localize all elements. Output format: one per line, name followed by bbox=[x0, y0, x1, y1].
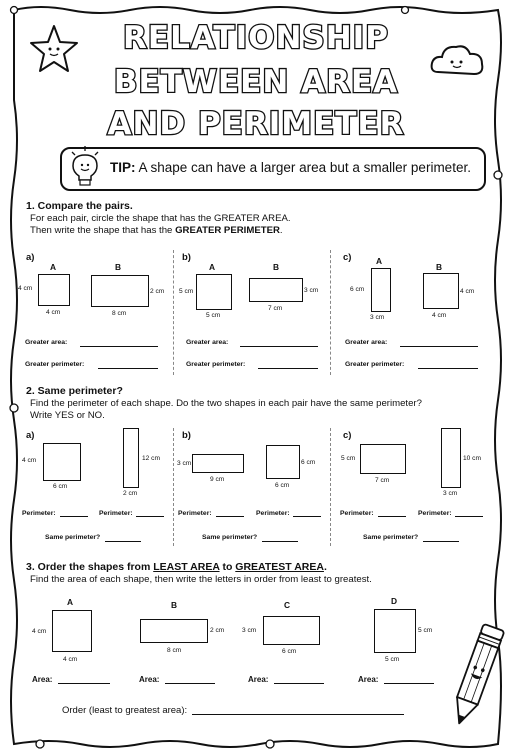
dimension-label: 6 cm bbox=[282, 648, 297, 655]
perimeter-label: Perimeter: bbox=[178, 510, 212, 517]
dimension-label: 10 cm bbox=[463, 455, 481, 462]
section-1-instruction-2: Then write the shape that has the GREATER PERIMETER. bbox=[30, 225, 283, 236]
greater-area-label: Greater area: bbox=[25, 339, 68, 346]
answer-line[interactable] bbox=[418, 368, 478, 369]
rectangle-shape bbox=[140, 619, 208, 643]
shape-b-label: B bbox=[115, 262, 122, 272]
dimension-label: 7 cm bbox=[268, 305, 283, 312]
greater-perimeter-label: Greater perimeter: bbox=[186, 361, 246, 368]
title-line-2: BETWEEN AREA bbox=[113, 64, 399, 100]
area-label: Area: bbox=[358, 675, 379, 684]
section-3-title: 3. Order the shapes from LEAST AREA to GREATEST AREA. bbox=[26, 561, 327, 573]
title-line-1: RELATIONSHIP bbox=[123, 20, 389, 56]
answer-line[interactable] bbox=[105, 541, 141, 542]
shape-a-label: A bbox=[50, 262, 57, 272]
dimension-label: 6 cm bbox=[53, 483, 68, 490]
greater-area-label: Greater area: bbox=[186, 339, 229, 346]
dimension-label: 4 cm bbox=[432, 312, 447, 319]
answer-line[interactable] bbox=[455, 516, 483, 517]
square-shape bbox=[52, 610, 92, 652]
shape-a-label: A bbox=[67, 597, 74, 607]
shape-a-label: A bbox=[376, 256, 383, 266]
rectangle-shape bbox=[249, 278, 303, 302]
greater-perimeter-label: Greater perimeter: bbox=[345, 361, 405, 368]
dimension-label: 5 cm bbox=[206, 312, 221, 319]
answer-line[interactable] bbox=[384, 683, 434, 684]
divider bbox=[330, 428, 331, 546]
dimension-label: 4 cm bbox=[46, 309, 61, 316]
answer-line[interactable] bbox=[423, 541, 459, 542]
lightbulb-icon bbox=[66, 144, 104, 188]
dimension-label: 5 cm bbox=[385, 656, 400, 663]
same-perimeter-label: Same perimeter? bbox=[202, 534, 258, 541]
dimension-label: 4 cm bbox=[63, 656, 78, 663]
order-answer-line[interactable] bbox=[192, 714, 404, 715]
answer-line[interactable] bbox=[240, 346, 318, 347]
square-shape bbox=[374, 609, 416, 653]
answer-line[interactable] bbox=[258, 368, 318, 369]
dimension-label: 3 cm bbox=[304, 287, 319, 294]
answer-line[interactable] bbox=[136, 516, 164, 517]
title-line-3: AND PERIMETER bbox=[107, 106, 405, 142]
section-1-title: 1. Compare the pairs. bbox=[26, 200, 133, 212]
same-perimeter-label: Same perimeter? bbox=[45, 534, 101, 541]
answer-line[interactable] bbox=[378, 516, 406, 517]
rectangle-shape bbox=[91, 275, 149, 307]
smiling-pencil-icon bbox=[445, 618, 505, 736]
dimension-label: 2 cm bbox=[210, 627, 225, 634]
order-label: Order (least to greatest area): bbox=[62, 705, 188, 716]
square-shape bbox=[196, 274, 232, 310]
square-shape bbox=[38, 274, 70, 306]
pair-a-label: a) bbox=[26, 430, 35, 441]
section-2-instruction-1: Find the perimeter of each shape. Do the two shapes in each pair have the same perimeter? bbox=[30, 398, 422, 409]
rectangle-shape bbox=[371, 268, 391, 312]
dimension-label: 6 cm bbox=[275, 482, 290, 489]
answer-line[interactable] bbox=[60, 516, 88, 517]
pair-b-label: b) bbox=[182, 252, 191, 263]
perimeter-label: Perimeter: bbox=[256, 510, 290, 517]
tip-text: TIP: A shape can have a larger area but a smaller perimeter. bbox=[110, 160, 471, 175]
dimension-label: 4 cm bbox=[32, 628, 47, 635]
same-perimeter-label: Same perimeter? bbox=[363, 534, 419, 541]
section-2-title: 2. Same perimeter? bbox=[26, 385, 123, 397]
answer-line[interactable] bbox=[98, 368, 158, 369]
pair-a-label: a) bbox=[26, 252, 35, 263]
answer-line[interactable] bbox=[262, 541, 298, 542]
answer-line[interactable] bbox=[400, 346, 478, 347]
dimension-label: 2 cm bbox=[123, 490, 138, 497]
perimeter-label: Perimeter: bbox=[22, 510, 56, 517]
pair-b-label: b) bbox=[182, 430, 191, 441]
dimension-label: 4 cm bbox=[22, 457, 37, 464]
dimension-label: 3 cm bbox=[242, 627, 257, 634]
shape-b-label: B bbox=[171, 600, 178, 610]
dimension-label: 4 cm bbox=[460, 288, 475, 295]
dimension-label: 6 cm bbox=[301, 459, 316, 466]
divider bbox=[173, 250, 174, 375]
rectangle-shape bbox=[192, 454, 244, 473]
perimeter-label: Perimeter: bbox=[99, 510, 133, 517]
answer-line[interactable] bbox=[293, 516, 321, 517]
answer-line[interactable] bbox=[58, 683, 110, 684]
greater-area-label: Greater area: bbox=[345, 339, 388, 346]
dimension-label: 2 cm bbox=[150, 288, 165, 295]
shape-d-label: D bbox=[391, 596, 398, 606]
dimension-label: 9 cm bbox=[210, 476, 225, 483]
dimension-label: 6 cm bbox=[350, 286, 365, 293]
area-label: Area: bbox=[248, 675, 269, 684]
square-shape bbox=[266, 445, 300, 479]
rectangle-shape bbox=[123, 428, 139, 488]
section-1-instruction-1: For each pair, circle the shape that has the GREATER AREA. bbox=[30, 213, 291, 224]
answer-line[interactable] bbox=[80, 346, 158, 347]
section-2-instruction-2: Write YES or NO. bbox=[30, 410, 105, 421]
section-3-instruction: Find the area of each shape, then write the letters in order from least to greatest. bbox=[30, 574, 372, 585]
dimension-label: 4 cm bbox=[18, 285, 33, 292]
dimension-label: 3 cm bbox=[443, 490, 458, 497]
dimension-label: 3 cm bbox=[370, 314, 385, 321]
divider bbox=[330, 250, 331, 375]
answer-line[interactable] bbox=[216, 516, 244, 517]
area-label: Area: bbox=[32, 675, 53, 684]
shape-a-label: A bbox=[209, 262, 216, 272]
rectangle-shape bbox=[441, 428, 461, 488]
shape-b-label: B bbox=[273, 262, 280, 272]
dimension-label: 8 cm bbox=[112, 310, 127, 317]
dimension-label: 7 cm bbox=[375, 477, 390, 484]
square-shape bbox=[423, 273, 459, 309]
shape-b-label: B bbox=[436, 262, 443, 272]
dimension-label: 5 cm bbox=[341, 455, 356, 462]
answer-line[interactable] bbox=[274, 683, 324, 684]
dimension-label: 5 cm bbox=[418, 627, 433, 634]
rectangle-shape bbox=[360, 444, 406, 474]
rectangle-shape bbox=[263, 616, 320, 645]
dimension-label: 8 cm bbox=[167, 647, 182, 654]
dimension-label: 12 cm bbox=[142, 455, 160, 462]
answer-line[interactable] bbox=[165, 683, 215, 684]
perimeter-label: Perimeter: bbox=[340, 510, 374, 517]
shape-c-label: C bbox=[284, 600, 291, 610]
pair-c-label: c) bbox=[343, 430, 352, 441]
perimeter-label: Perimeter: bbox=[418, 510, 452, 517]
area-label: Area: bbox=[139, 675, 160, 684]
dimension-label: 3 cm bbox=[177, 460, 192, 467]
divider bbox=[173, 428, 174, 546]
dimension-label: 5 cm bbox=[179, 288, 194, 295]
pair-c-label: c) bbox=[343, 252, 352, 263]
square-shape bbox=[43, 443, 81, 481]
greater-perimeter-label: Greater perimeter: bbox=[25, 361, 85, 368]
